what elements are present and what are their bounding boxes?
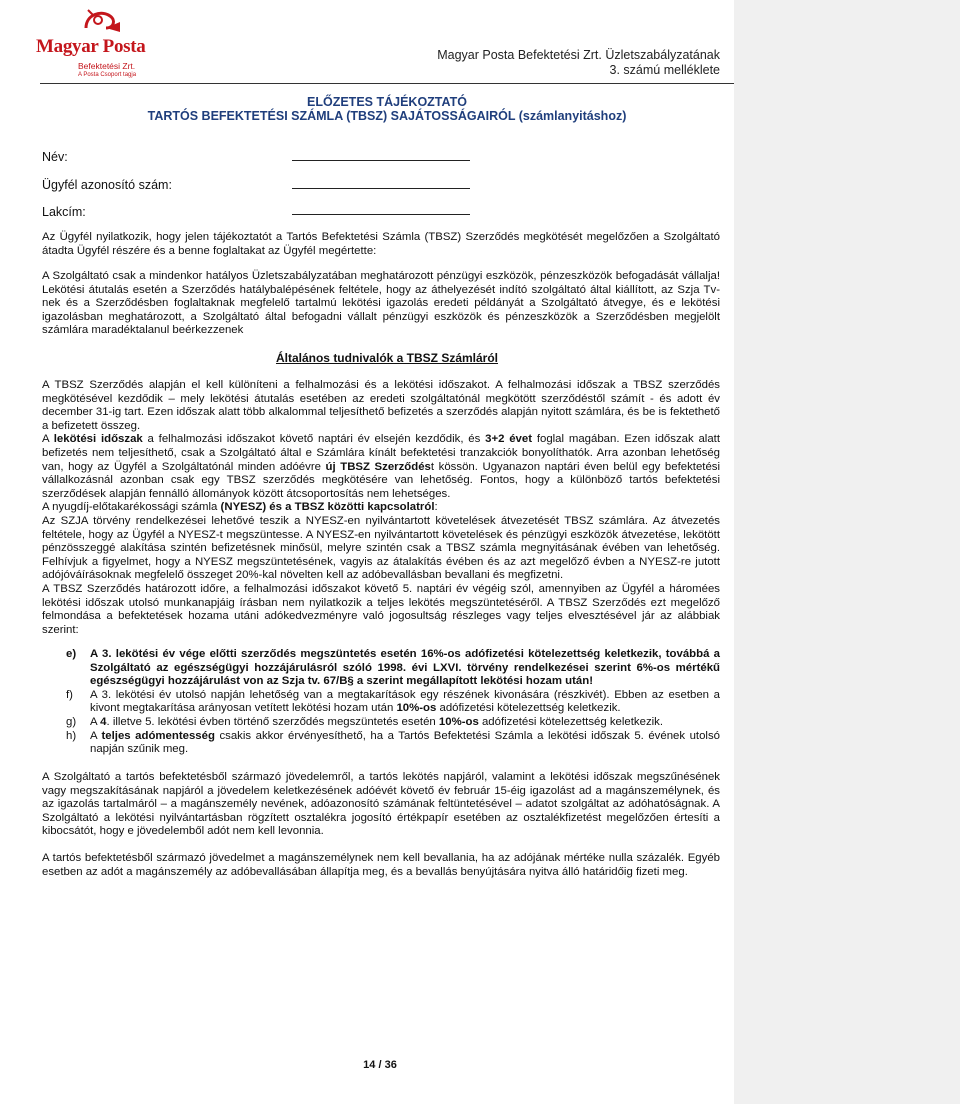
intro-paragraph-2: A Szolgáltató csak a mindenkor hatályos Üzletszabályzatában meghatározott pénzügyi eszközök, pénzeszközök befogadását vállalja! Lekötési átutalás esetén a Szerződés hatálybalépésének feltétele, hogy az áthelyezését indító szolgáltató által kiállított, az Szja Tv-nek és a Szerződésben foglaltaknak megfelelő tartalmú lekötési igazolás eredeti példányát a Szolgáltató átvegye, és e lekötési igazolásban meghatározott, a Szolgáltató által befogadni vállalt pénzügyi eszközök és pénzeszközök a Szerződésben megjelölt számlára maradéktalanul beérkezzenek [42, 270, 720, 337]
client-id-field-line[interactable] [292, 188, 470, 189]
logo-tagline: A Posta Csoport tagja [78, 72, 137, 78]
header-divider [40, 83, 734, 84]
address-field-line[interactable] [292, 214, 470, 215]
list-item-text: A [90, 729, 102, 742]
section-paragraph-2: A lekötési időszak a felhalmozási időszakot követő naptári év elsején kezdődik, és 3+2 évet foglal magában. Ezen időszak alatt befizetés nem teljesíthető, csak a Szolgáltató által e Számlára kínált befektetési tranzakciók bonyolíthatók. Arra azonban lehetőség van, hogy az Ügyfél a Szolgáltatónál minden adóévre új TBSZ Szerződést kössön. Ugyanazon naptári éven belül egy befektetési vállalkozásnál azonban csak egy TBSZ szerződés megkötésére van lehetőség. Fontos, hogy a különböző tartós befektetési szerződések alapján fennálló állományok között átcsoportosítás nem lehetséges. [42, 433, 721, 500]
document-reference [437, 48, 720, 78]
list-item-marker: g) [66, 715, 77, 728]
list-item [66, 689, 720, 716]
posthorn-logo-icon [80, 6, 124, 34]
section-paragraph-3: A nyugdíj-előtakarékossági számla (NYESZ) és a TBSZ közötti kapcsolatról: [42, 501, 438, 514]
title-line-1: ELŐZETES TÁJÉKOZTATÓ [307, 95, 467, 109]
doc-ref-line-1: Magyar Posta Befektetési Zrt. Üzletszabályzatának [437, 48, 720, 62]
list-item-text: . illetve 5. lekötési évben történő szerződés megszüntetés esetén [106, 715, 439, 728]
list-item-marker: e) [66, 648, 77, 660]
title-line-2: TARTÓS BEFEKTETÉSI SZÁMLA (TBSZ) SAJÁTOSSÁGAIRÓL (számlanyitáshoz) [147, 109, 627, 123]
section-paragraph-4: Az SZJA törvény rendelkezései lehetővé teszik a NYESZ-en nyilvántartott követelések átvezetését TBSZ számlára. Az átvezetés feltétele, hogy az Ügyfél a NYESZ-t megszüntesse. A NYESZ-en nyilvántartott követelések és pénzügyi eszközök átvezetése, lekötött pénzösszeggé alakítása szintén befizetésnek minősül, melyre szintén csak a TBSZ számla megnyitásának évében van lehetőség. Felhívjuk a figyelmet, hogy a NYESZ megszüntetésének, vagyis az átalakítás évében és az azt megelőző évben a NYESZ-re jutott adójóváírásoknak megfelelő összeget 20%-kal növelten kell az adóbevallásban bevallani és megfizetni. [42, 514, 720, 582]
list-item-text: teljes adómentesség [101, 729, 215, 742]
closing-paragraph-1: A Szolgáltató a tartós befektetésből származó jövedelemről, a tartós lekötés napjáról, valamint a lekötési időszak megszűnésének vagy megszakításának napjáról a jövedelem keletkezésének adóévét követő év február 15-éig igazolást ad a magánszemélynek, és az igazolás tartalmáról – a magánszemély nevének, adóazonosító számának feltüntetésével – adatot szolgáltat az adóhatóságnak. A Szolgáltató a lekötési nyilvántartásban rögzített osztalékra jogosító értékpapír esetében az osztalékfizetést megelőzően értesíti a kibocsátót, hogy e jövedelemből adót nem kell levonnia. [42, 771, 720, 838]
list-item [66, 730, 720, 757]
list-item-text: adófizetési kötelezettség keletkezik. [436, 702, 621, 715]
list-item-text: csakis akkor érvényesíthető, ha a Tartós Befektetési Számla a lekötési időszak 5. évének utolsó napján szűnik meg. [90, 729, 720, 756]
doc-ref-line-2: 3. számú melléklete [609, 63, 720, 77]
list-item [66, 716, 720, 730]
page-margin-band [734, 0, 960, 1104]
list-item-text: adófizetési kötelezettség keletkezik. [478, 715, 664, 728]
document-title [40, 95, 734, 123]
name-field-label: Név: [42, 150, 68, 164]
logo-subtitle: Befektetési Zrt. [78, 61, 136, 71]
intro-paragraph-1: Az Ügyfél nyilatkozik, hogy jelen tájékoztatót a Tartós Befektetési Számla (TBSZ) Szerződés megkötését megelőzően a Szolgáltató átadta Ügyfél részére és a benne foglaltakat az Ügyfél megértette: [42, 231, 720, 257]
section-title: Általános tudnivalók a TBSZ Számláról [275, 351, 499, 365]
list-item-marker: f) [66, 688, 73, 701]
list-item-text: A 3. lekötési év utolsó napján lehetőség van a megtakarítások egy részének kivonására (részkivét). Ebben az esetben a kivont megtakarítása arányosan vetített lekötési hozam után [90, 688, 720, 715]
list-item [66, 648, 720, 689]
list-item-text: 4 [100, 715, 107, 728]
page-number: 14 / 36 [363, 1059, 397, 1071]
logo-wordmark: Magyar Posta [36, 36, 146, 57]
company-logo [34, 6, 144, 78]
tax-rule-list [66, 648, 720, 757]
client-id-field-label: Ügyfél azonosító szám: [42, 178, 172, 192]
list-item-text: 10%-os [396, 702, 437, 715]
list-item-text: A [90, 715, 101, 728]
section-paragraph-5: A TBSZ Szerződés határozott időre, a felhalmozási időszakot követő 5. naptári év végéig szól, amennyiben az Ügyfél a háromées lekötési időszak utolsó munkanapjáig írásban nem nyilatkozik a teljes lekötés megszüntetéséről. A TBSZ Szerződés ezt megelőző felmondása a befektetések hozama utáni adókedvezményre való jogosultság részleges vagy teljes elvesztésével jár az alábbiak szerint: [42, 582, 720, 636]
section-paragraph-1: A TBSZ Szerződés alapján el kell különíteni a felhalmozási és a lekötési időszakot. A felhalmozási időszak a TBSZ szerződés megkötésével kezdődik – mely lekötési átutalás esetében az eredeti szolgáltatónál megkötött szerződéstől számít - és adott év december 31-ig tart. Ezen időszak alatt több alkalommal teljesíthető befizetés a szerződés alapján nyitott számlára, és be is fektethető a befizetett összeg. [42, 379, 720, 432]
name-field-line[interactable] [292, 160, 470, 161]
closing-paragraph-2: A tartós befektetésből származó jövedelmet a magánszemélynek nem kell bevallania, ha az adójának mértéke nulla százalék. Egyéb esetben az adót a magánszemély az adóbevallásában állapítja meg, és a bevallás benyújtására nyitva álló határidőig fizeti meg. [42, 852, 720, 878]
section-body [42, 379, 720, 637]
list-item-marker: h) [66, 729, 77, 742]
list-item-text: A 3. lekötési év vége előtti szerződés megszüntetés esetén 16%-os adófizetési kötelezettség keletkezik, továbbá a Szolgáltató az egészségügyi hozzájárulásról szóló 1998. évi LXVI. törvény rendelkezései szerint 6%-os mértékű egészségügyi hozzájárulást von az Szja tv. 67/B§ a szerint megállapított lekötési hozam után! [90, 648, 720, 688]
list-item-text: 10%-os [438, 715, 479, 728]
address-field-label: Lakcím: [42, 205, 86, 219]
